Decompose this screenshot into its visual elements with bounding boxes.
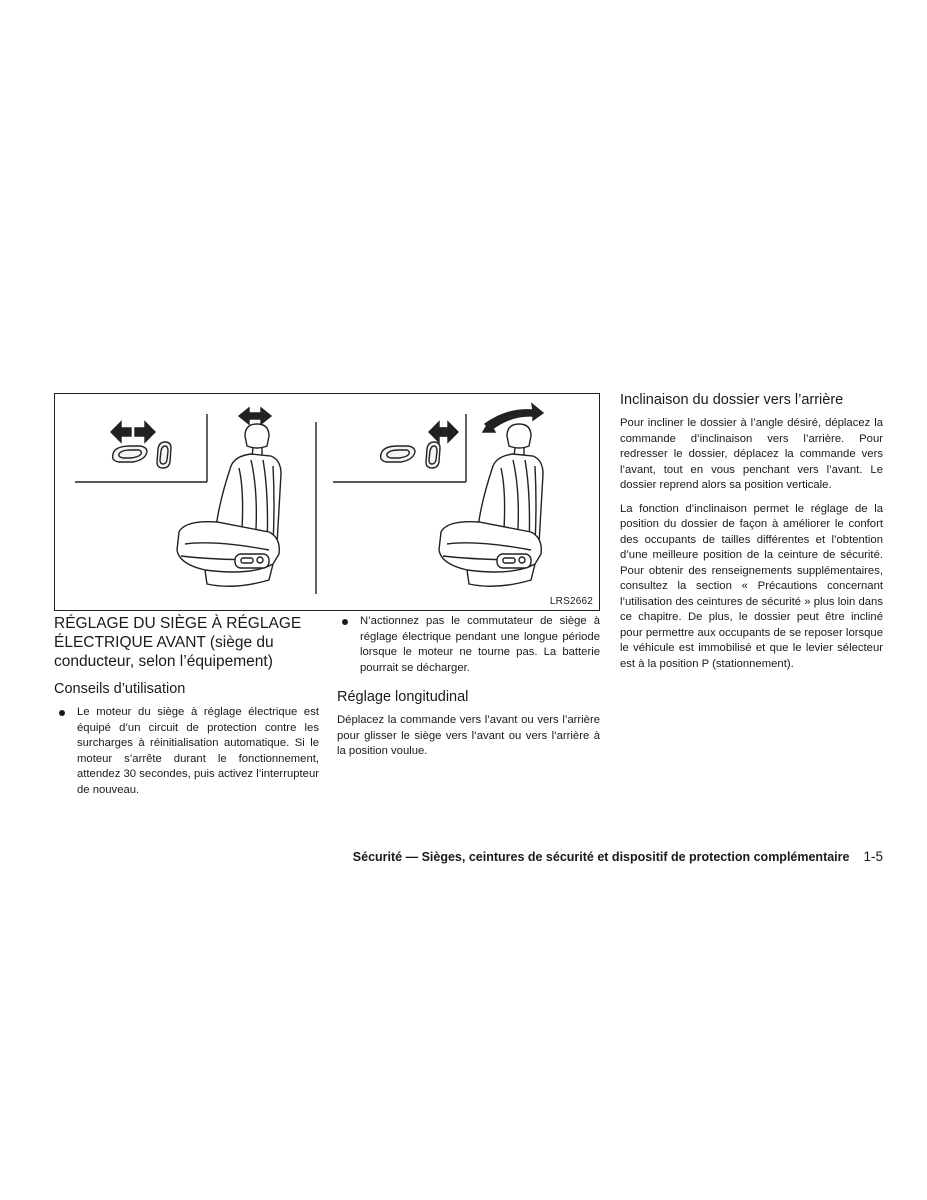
bullet-icon	[342, 619, 348, 625]
recline-heading: Inclinaison du dossier vers l’arrière	[620, 392, 844, 408]
figure-code: LRS2662	[549, 596, 593, 607]
column-3	[620, 391, 883, 680]
list-item	[337, 614, 600, 676]
list-item	[54, 705, 319, 798]
section-title: RÉGLAGE DU SIÈGE À RÉGLAGE ÉLECTRIQUE AVANT (siège du conducteur, selon l’équipement)	[54, 615, 302, 670]
left-panel-illustration	[75, 408, 281, 586]
page-footer	[54, 849, 883, 864]
tips-heading: Conseils d’utilisation	[54, 681, 186, 697]
list-item-text: N’actionnez pas le commutateur de siège à réglage électrique pendant une longue période lorsque le moteur ne tourne pas. La batterie pourrait se décharger.	[360, 615, 600, 674]
page-number: 1-5	[863, 849, 883, 864]
recline-paragraph-2: La fonction d’inclinaison permet le réglage de la position du dossier de façon à améliorer le confort des occupants de tailles différentes et l’obtention d’une meilleure position de la ceinture de sécurité. Pour obtenir des renseignements supplémentaires, consultez la section « Précautions concernant l’utilisation des ceintures de sécurité » plus loin dans ce chapitre. De plus, le dossier peut être incliné pour permettre aux occupants de se reposer lorsque le véhicule est immobilisé et que le levier sélecteur est à la position P (stationnement).	[620, 502, 883, 670]
seat-adjustment-figure	[54, 393, 600, 611]
column-1	[54, 614, 319, 810]
right-panel-illustration	[333, 404, 543, 586]
longitudinal-heading: Réglage longitudinal	[337, 689, 469, 705]
tips-list-continued	[337, 614, 600, 676]
seat-slide-arrow-icon	[239, 408, 271, 424]
longitudinal-text: Déplacez la commande vers l’avant ou vers l’arrière pour glisser le siège vers l’avant ou vers l’arrière à la position voulue.	[337, 714, 600, 757]
list-item-text: Le moteur du siège à réglage électrique est équipé d’un circuit de protection contre les surcharges à réinitialisation automatique. Si le moteur s’arrête durant le fonctionnement, attendez 30 secondes, puis activez l’interrupteur de nouveau.	[77, 706, 319, 796]
seat-illustration	[55, 394, 601, 612]
recline-paragraph-1: Pour incliner le dossier à l’angle désiré, déplacez la commande d’inclinaison vers l’arrière. Pour redresser le dossier, déplacez la commande vers l’avant, tout en vous penchant vers l’avant. Le dossier reprend alors sa position verticale.	[620, 417, 883, 491]
footer-title: Sécurité — Sièges, ceintures de sécurité et dispositif de protection complémentaire	[352, 850, 850, 864]
double-arrow-icon	[111, 422, 131, 442]
bullet-icon	[59, 710, 65, 716]
tips-list	[54, 705, 319, 798]
column-2	[337, 614, 600, 768]
